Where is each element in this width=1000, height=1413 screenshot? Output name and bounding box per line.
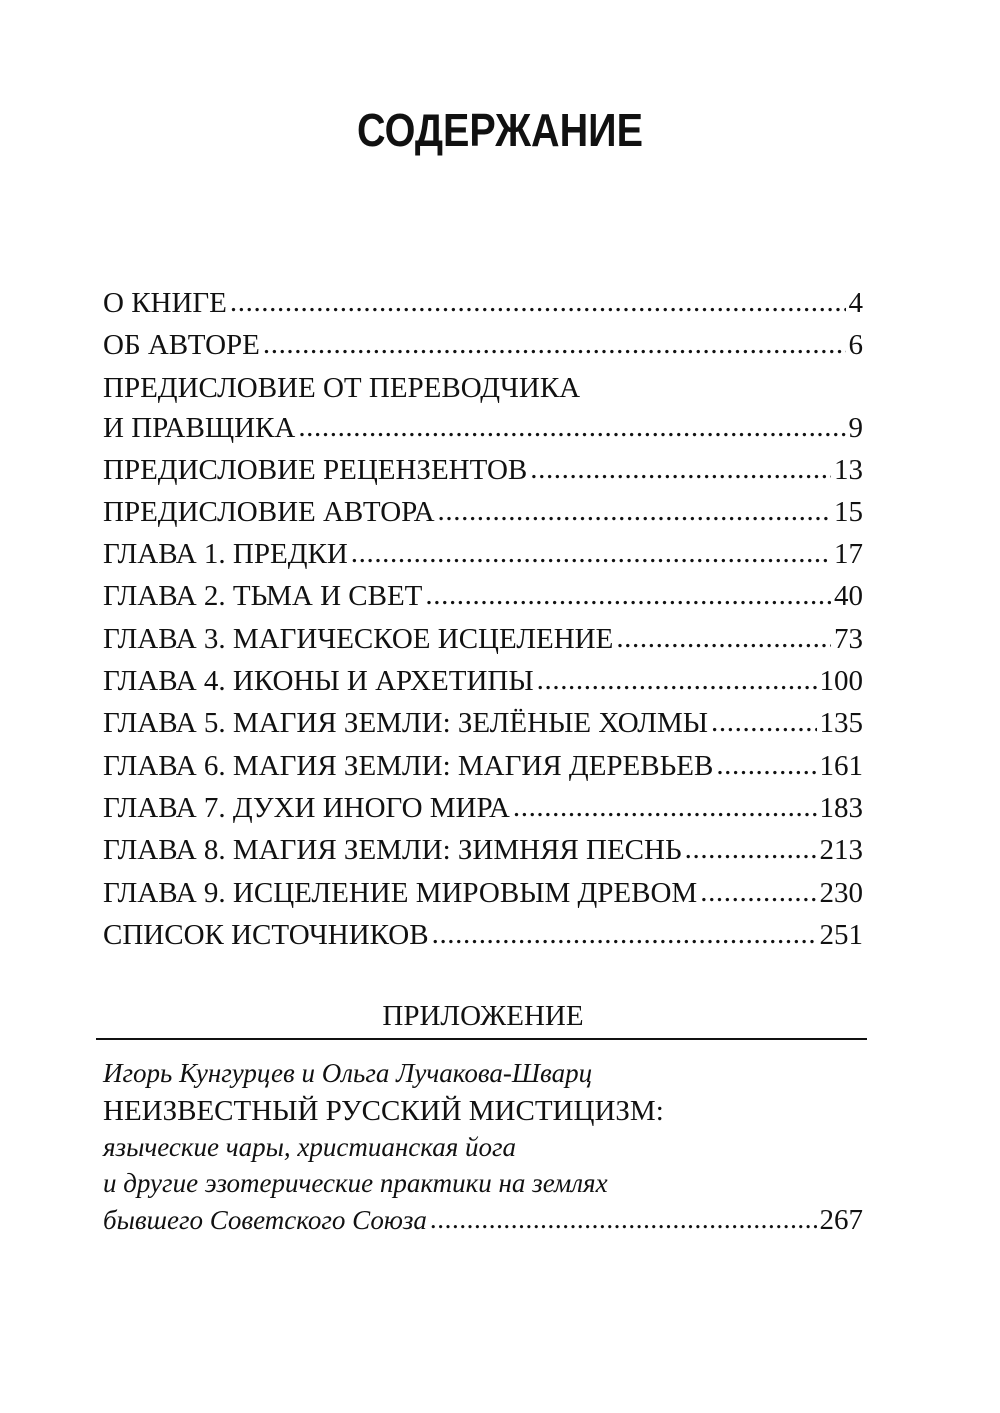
- toc-entry-label: О КНИГЕ: [103, 287, 227, 319]
- dot-leader: [513, 786, 817, 828]
- toc-entry-page: 161: [819, 749, 863, 782]
- toc-entry[interactable]: [103, 660, 863, 702]
- dot-leader: [537, 659, 817, 701]
- toc-entry-page: 73: [834, 622, 863, 655]
- toc-entry-label: ПРЕДИСЛОВИЕ ОТ ПЕРЕВОДЧИКА: [103, 371, 581, 404]
- appendix-heading: ПРИЛОЖЕНИЕ: [382, 1000, 584, 1032]
- dot-leader: [263, 323, 846, 365]
- page-title: СОДЕРЖАНИЕ: [356, 104, 643, 156]
- appendix-subtitle-line: и другие эзотерические практики на землях: [103, 1168, 608, 1198]
- toc-entry[interactable]: [103, 914, 863, 956]
- dot-leader: [711, 701, 816, 743]
- toc-entry-page: 230: [819, 876, 863, 909]
- toc-entry-label: И ПРАВЩИКА: [103, 411, 296, 444]
- appendix-authors: Игорь Кунгурцев и Ольга Лучакова-Шварц: [103, 1058, 593, 1088]
- dot-leader: [685, 828, 817, 870]
- appendix-subtitle-line: бывшего Советского Союза: [103, 1205, 427, 1235]
- toc-entry-label: ГЛАВА 5. МАГИЯ ЗЕМЛИ: ЗЕЛЁНЫЕ ХОЛМЫ: [103, 707, 709, 740]
- toc-entry-page: 40: [834, 580, 863, 613]
- toc-entry[interactable]: [103, 745, 863, 787]
- toc-entry-label: ПРЕДИСЛОВИЕ РЕЦЕНЗЕНТОВ: [103, 453, 528, 486]
- toc-entry[interactable]: [103, 829, 863, 871]
- toc-entry-label: СПИСОК ИСТОЧНИКОВ: [103, 918, 429, 951]
- dot-leader: [530, 448, 831, 490]
- toc-entry[interactable]: [103, 618, 863, 660]
- dot-leader: [438, 490, 831, 532]
- appendix-title: НЕИЗВЕСТНЫЙ РУССКИЙ МИСТИЦИЗМ:: [103, 1095, 664, 1127]
- appendix-subtitle-line: языческие чары, христианская йога: [103, 1132, 517, 1162]
- toc-entry-label: ОБ АВТОРЕ: [103, 329, 260, 362]
- toc-entry-page: 17: [834, 538, 863, 571]
- dot-leader: [351, 532, 831, 574]
- appendix-entry[interactable]: [103, 1053, 863, 1241]
- toc-entry-page: 15: [834, 495, 863, 528]
- toc-entry-page: 251: [819, 918, 863, 951]
- toc-entry-label: ГЛАВА 2. ТЬМА И СВЕТ: [103, 580, 423, 613]
- dot-leader: [716, 744, 816, 786]
- toc-entry-label: ГЛАВА 9. ИСЦЕЛЕНИЕ МИРОВЫМ ДРЕВОМ: [103, 876, 698, 909]
- appendix-last-line: [103, 1201, 863, 1241]
- toc-entry-first-line[interactable]: [103, 367, 863, 407]
- toc-entry-label: ГЛАВА 8. МАГИЯ ЗЕМЛИ: ЗИМНЯЯ ПЕСНЬ: [103, 834, 682, 867]
- dot-leader: [425, 574, 831, 616]
- toc-entry-label: ГЛАВА 6. МАГИЯ ЗЕМЛИ: МАГИЯ ДЕРЕВЬЕВ: [103, 749, 714, 782]
- toc-entry[interactable]: [103, 491, 863, 533]
- toc-entry-page: 183: [819, 791, 863, 824]
- dot-leader: [432, 913, 817, 955]
- toc-entry-page: 100: [819, 665, 863, 698]
- toc-entry-label: ГЛАВА 1. ПРЕДКИ: [103, 538, 348, 571]
- toc-entry-label: ГЛАВА 3. МАГИЧЕСКОЕ ИСЦЕЛЕНИЕ: [103, 622, 614, 655]
- toc-entry[interactable]: [103, 407, 863, 449]
- toc-entry-label: ГЛАВА 7. ДУХИ ИНОГО МИРА: [103, 791, 510, 824]
- toc-entry[interactable]: [103, 533, 863, 575]
- toc-entry-page: 9: [848, 411, 863, 444]
- table-of-contents: [103, 282, 863, 956]
- appendix-page: 267: [819, 1204, 863, 1236]
- toc-entry[interactable]: [103, 449, 863, 491]
- toc-entry-label: ПРЕДИСЛОВИЕ АВТОРА: [103, 495, 435, 528]
- toc-entry-label: ГЛАВА 4. ИКОНЫ И АРХЕТИПЫ: [103, 665, 534, 698]
- toc-entry-page: 135: [819, 707, 863, 740]
- dot-leader: [298, 406, 845, 448]
- dot-leader: [700, 871, 816, 913]
- horizontal-divider: [96, 1038, 867, 1040]
- toc-entry-page: 213: [819, 834, 863, 867]
- toc-entry-page: 6: [848, 329, 863, 362]
- toc-entry[interactable]: [103, 324, 863, 366]
- toc-entry[interactable]: [103, 872, 863, 914]
- dot-leader: [616, 617, 831, 659]
- toc-entry[interactable]: [103, 702, 863, 744]
- toc-entry-page: 4: [848, 287, 863, 319]
- dot-leader: [430, 1200, 817, 1238]
- toc-entry-page: 13: [834, 453, 863, 486]
- toc-entry[interactable]: [103, 282, 863, 324]
- toc-entry[interactable]: [103, 787, 863, 829]
- dot-leader: [230, 281, 846, 323]
- toc-entry[interactable]: [103, 575, 863, 617]
